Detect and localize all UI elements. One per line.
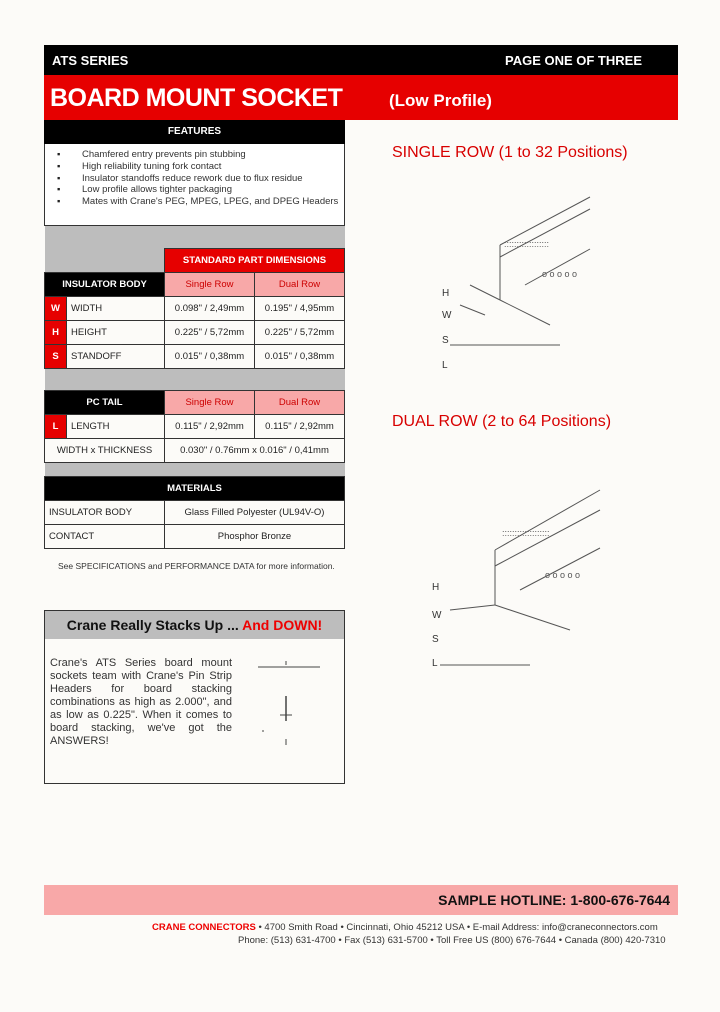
page-subtitle: (Low Profile) [389, 91, 492, 110]
page-indicator: PAGE ONE OF THREE [505, 53, 642, 68]
dim-name: WIDTH [67, 296, 165, 320]
dimensions-heading: STANDARD PART DIMENSIONS [165, 248, 345, 272]
dim-single: 0.098" / 2,49mm [165, 296, 255, 320]
dim-dual: 0.195" / 4,95mm [255, 296, 345, 320]
material-value: Phosphor Bronze [165, 524, 345, 548]
feature-item: ▪ High reliability tuning fork contact [57, 161, 344, 173]
spec-panel [44, 120, 345, 549]
features-list [44, 144, 345, 226]
material-name: INSULATOR BODY [45, 500, 165, 524]
table-row [45, 438, 345, 462]
feature-item: ▪ Mates with Crane's PEG, MPEG, LPEG, and DPEG Headers [57, 196, 344, 208]
dual-row-diagram [440, 470, 620, 675]
table-row [45, 524, 345, 548]
promo-heading-part2: And DOWN! [242, 617, 323, 633]
dim-code: L [45, 414, 67, 438]
dim-dual: 0.115" / 2,92mm [255, 414, 345, 438]
single-s-label: S [442, 335, 449, 346]
dim-name: LENGTH [67, 414, 165, 438]
feature-item: ▪ Chamfered entry prevents pin stubbing [57, 149, 344, 161]
pc-tail-heading: PC TAIL [45, 390, 165, 414]
dim-single: 0.015" / 0,38mm [165, 344, 255, 368]
table-row [45, 344, 345, 368]
dimensions-table [44, 226, 345, 549]
footer-address-line [152, 922, 658, 933]
features-heading: FEATURES [44, 120, 345, 144]
width-thickness-value: 0.030" / 0.76mm x 0.016" / 0,41mm [165, 438, 345, 462]
company-name: CRANE CONNECTORS [152, 922, 256, 933]
title-bar [44, 75, 678, 120]
dim-code: H [45, 320, 67, 344]
dim-name: STANDOFF [67, 344, 165, 368]
dual-w-label: W [432, 610, 442, 621]
material-name: CONTACT [45, 524, 165, 548]
table-row [45, 320, 345, 344]
single-row-diagram [430, 185, 610, 385]
svg-text:::::::::::::::::::: :::::::::::::::::: [504, 239, 550, 249]
hotline-bar [44, 885, 678, 915]
feature-item: ▪ Insulator standoffs reduce rework due to flux residue [57, 173, 344, 185]
svg-text:o o o o o: o o o o o [545, 570, 581, 580]
dim-code: W [45, 296, 67, 320]
dim-dual: 0.015" / 0,38mm [255, 344, 345, 368]
header-bar [44, 45, 678, 75]
col-single-row: Single Row [165, 272, 255, 296]
dual-s-label: S [432, 634, 439, 645]
table-row [45, 414, 345, 438]
dim-dual: 0.225" / 5,72mm [255, 320, 345, 344]
dim-single: 0.225" / 5,72mm [165, 320, 255, 344]
stacking-promo-box [44, 610, 345, 784]
dual-h-label: H [432, 582, 440, 593]
svg-text:o o o o o: o o o o o [542, 269, 578, 279]
col-single-row: Single Row [165, 390, 255, 414]
col-dual-row: Dual Row [255, 272, 345, 296]
series-label: ATS SERIES [52, 53, 129, 68]
insulator-heading: INSULATOR BODY [45, 272, 165, 296]
single-w-label: W [442, 310, 452, 321]
single-row-title: SINGLE ROW (1 to 32 Positions) [392, 144, 628, 161]
col-dual-row: Dual Row [255, 390, 345, 414]
spec-note: See SPECIFICATIONS and PERFORMANCE DATA for more information. [58, 561, 335, 571]
svg-text::::::::::::::::::::: ::::::::::::::::::: [502, 528, 550, 538]
materials-heading: MATERIALS [45, 476, 345, 500]
table-row [45, 296, 345, 320]
footer-phone-line: Phone: (513) 631-4700 • Fax (513) 631-5700 • Toll Free US (800) 676-7644 • Canada (800) 420-7310 [238, 935, 666, 946]
feature-item: ▪ Low profile allows tighter packaging [57, 184, 344, 196]
width-thickness-label: WIDTH x THICKNESS [45, 438, 165, 462]
single-h-label: H [442, 288, 450, 299]
sample-hotline: SAMPLE HOTLINE: 1-800-676-7644 [438, 892, 670, 908]
company-address: • 4700 Smith Road • Cincinnati, Ohio 45212 USA • E-mail Address: info@craneconnectors.com [255, 922, 658, 933]
dim-name: HEIGHT [67, 320, 165, 344]
dual-l-label: L [432, 658, 438, 669]
promo-body: Crane's ATS Series board mount sockets team with Crane's Pin Strip Headers for board stacking combinations as high as 2.000", and as low as 0.225". When it comes to board stacking, we've got the ANSWERS! [50, 657, 232, 747]
promo-heading-part1: Crane Really Stacks Up ... [66, 617, 243, 633]
material-value: Glass Filled Polyester (UL94V-O) [165, 500, 345, 524]
dual-row-title: DUAL ROW (2 to 64 Positions) [392, 413, 612, 430]
dim-single: 0.115" / 2,92mm [165, 414, 255, 438]
stacking-diagram [250, 651, 330, 751]
table-row [45, 500, 345, 524]
dim-code: S [45, 344, 67, 368]
promo-heading [45, 611, 344, 639]
page-title: BOARD MOUNT SOCKET [50, 84, 343, 112]
single-l-label: L [442, 360, 448, 371]
